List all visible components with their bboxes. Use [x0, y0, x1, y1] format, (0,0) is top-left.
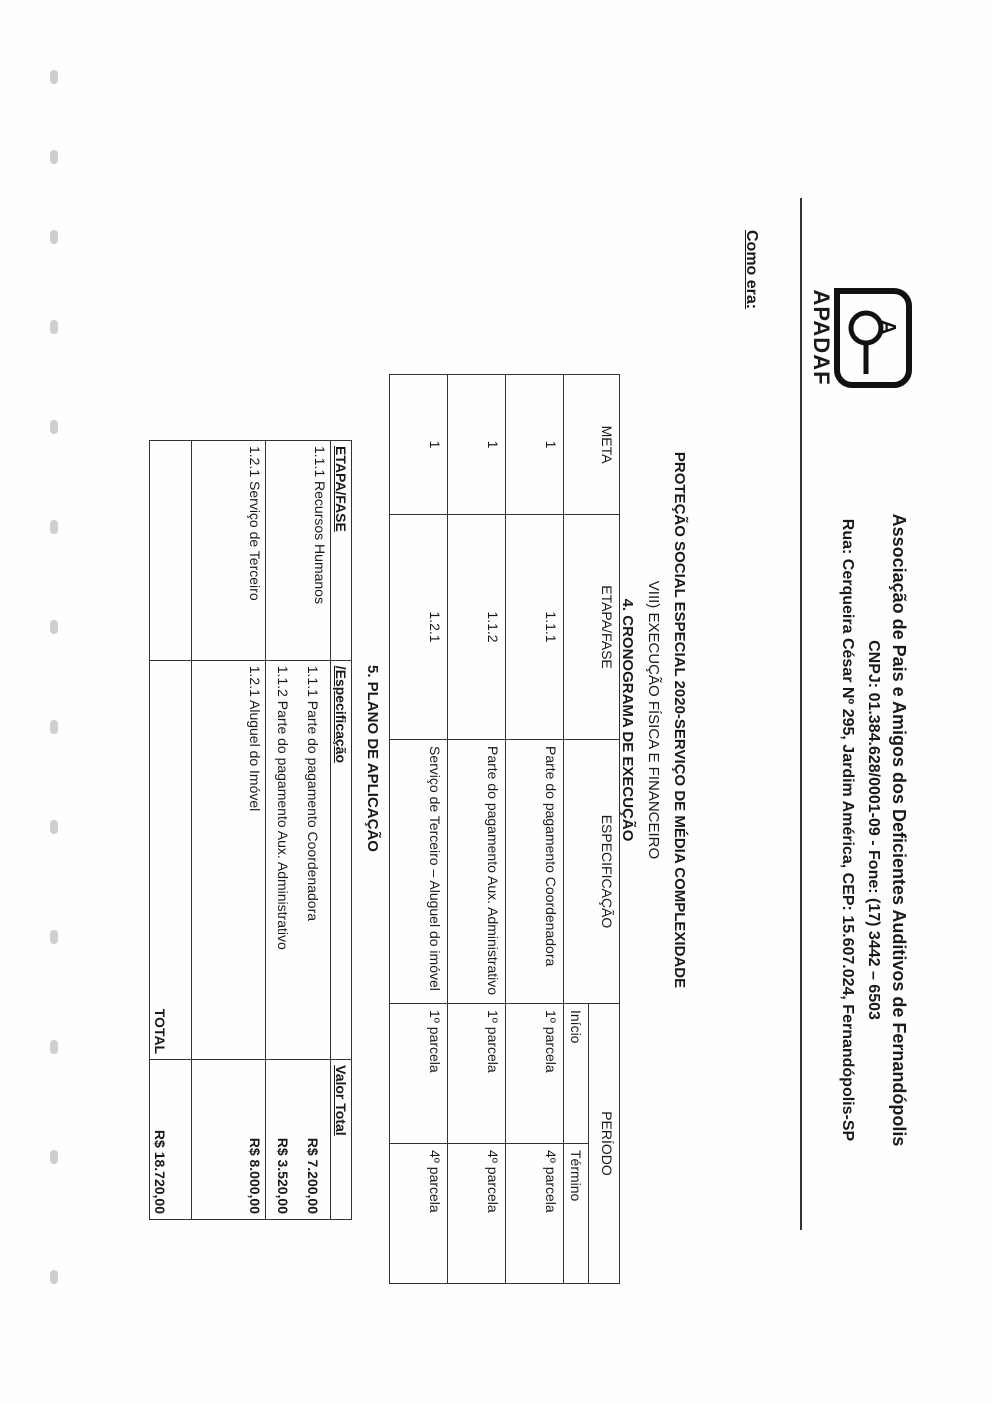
table-row [266, 441, 331, 1220]
cell-valor: R$ 8.000,00 [192, 1060, 266, 1220]
program-title: PROTEÇÃO SOCIAL ESPECIAL 2020-SERVIÇO DE MÉDIA COMPLEXIDADE [671, 451, 688, 989]
cell-especificacao: Serviço de Terceiro – Aluguel do imóvel [390, 740, 448, 1004]
svg-text:A: A [877, 320, 899, 335]
cell-inicio: 1º parcela [448, 1004, 506, 1144]
cell-etapa: 1.1.1 [506, 515, 564, 740]
cell-meta: 1 [390, 375, 448, 515]
apadaf-logo [809, 280, 912, 395]
logo-mark-icon [834, 288, 912, 388]
cronograma-table [389, 374, 620, 1284]
cell-termino: 4º parcela [448, 1144, 506, 1284]
cell-termino: 4º parcela [390, 1144, 448, 1284]
total-value: R$ 18.720,00 [150, 1060, 192, 1220]
col-especificacao: ESPECIFICAÇÃO [564, 740, 620, 1004]
cell-etapa: 1.2.1 [390, 515, 448, 740]
table-row [506, 375, 564, 1284]
logo-text: APADAF [809, 289, 834, 386]
header-rule [800, 198, 802, 1230]
cell-etapa: 1.1.1 Recursos Humanos [266, 441, 331, 661]
cell-meta: 1 [506, 375, 564, 515]
plano-table [149, 440, 352, 1220]
col-especificacao: /Especificação [331, 660, 352, 1059]
como-era-label: Como era: [743, 230, 760, 310]
valor-line: R$ 7.200,00 [305, 1137, 321, 1214]
spec-line: 1.1.1 Parte do pagamento Coordenadora [305, 665, 321, 922]
cnpj-phone: CNPJ: 01.384.628/0001-09 - Fone: (17) 3442 – 6503 [865, 640, 882, 1020]
cell-especificacao: 1.2.1 Aluguel do Imóvel [192, 660, 266, 1059]
cell-meta: 1 [448, 375, 506, 515]
total-label: TOTAL [150, 660, 192, 1059]
section-4-title: 4. CRONOGRAMA DE EXECUÇÃO [619, 598, 636, 842]
section-viii-title: VIII) EXECUÇÃO FÍSICA E FINANCEIRO [645, 580, 662, 860]
plano-title: 5. PLANO DE APLICAÇÃO [364, 665, 381, 852]
col-etapa-fase: ETAPA/FASE [331, 441, 352, 661]
total-row [150, 441, 192, 1220]
section-titles [614, 340, 692, 1100]
cell-especificacao: Parte do pagamento Aux. Administrativo [448, 740, 506, 1004]
col-etapa: ETAPA/FASE [564, 515, 620, 740]
cell-etapa: 1.2.1 Serviço de Terceiro [192, 441, 266, 661]
cell-valor [266, 1060, 331, 1220]
cell-etapa: 1.1.2 [448, 515, 506, 740]
punch-holes [28, 0, 58, 1404]
cell-inicio: 1º parcela [506, 1004, 564, 1144]
cell-inicio: Início [564, 1004, 589, 1144]
cell-inicio: 1º parcela [390, 1004, 448, 1144]
cell-termino: Término [564, 1144, 589, 1284]
col-periodo: PERÍODO [589, 1004, 620, 1284]
association-name: Associação de Pais e Amigos dos Deficientes Auditivos de Fernandópolis [889, 513, 909, 1147]
total-empty [150, 441, 192, 661]
cell-especificacao [266, 660, 331, 1059]
cell-termino: 4º parcela [506, 1144, 564, 1284]
table-row [390, 375, 448, 1284]
col-valor-total: Valor Total [331, 1060, 352, 1220]
address: Rua: Cerqueira César Nº 295, Jardim América, CEP: 15.607.024, Fernandópolis-SP [839, 518, 856, 1142]
col-meta: META [564, 375, 620, 515]
letterhead-text [834, 450, 912, 1210]
table-row [192, 441, 266, 1220]
cell-especificacao: Parte do pagamento Coordenadora [506, 740, 564, 1004]
valor-line: R$ 3.520,00 [275, 1137, 291, 1214]
table-row [448, 375, 506, 1284]
letterhead [802, 180, 912, 1200]
spec-line: 1.1.2 Parte do pagamento Aux. Administrativo [275, 665, 291, 950]
